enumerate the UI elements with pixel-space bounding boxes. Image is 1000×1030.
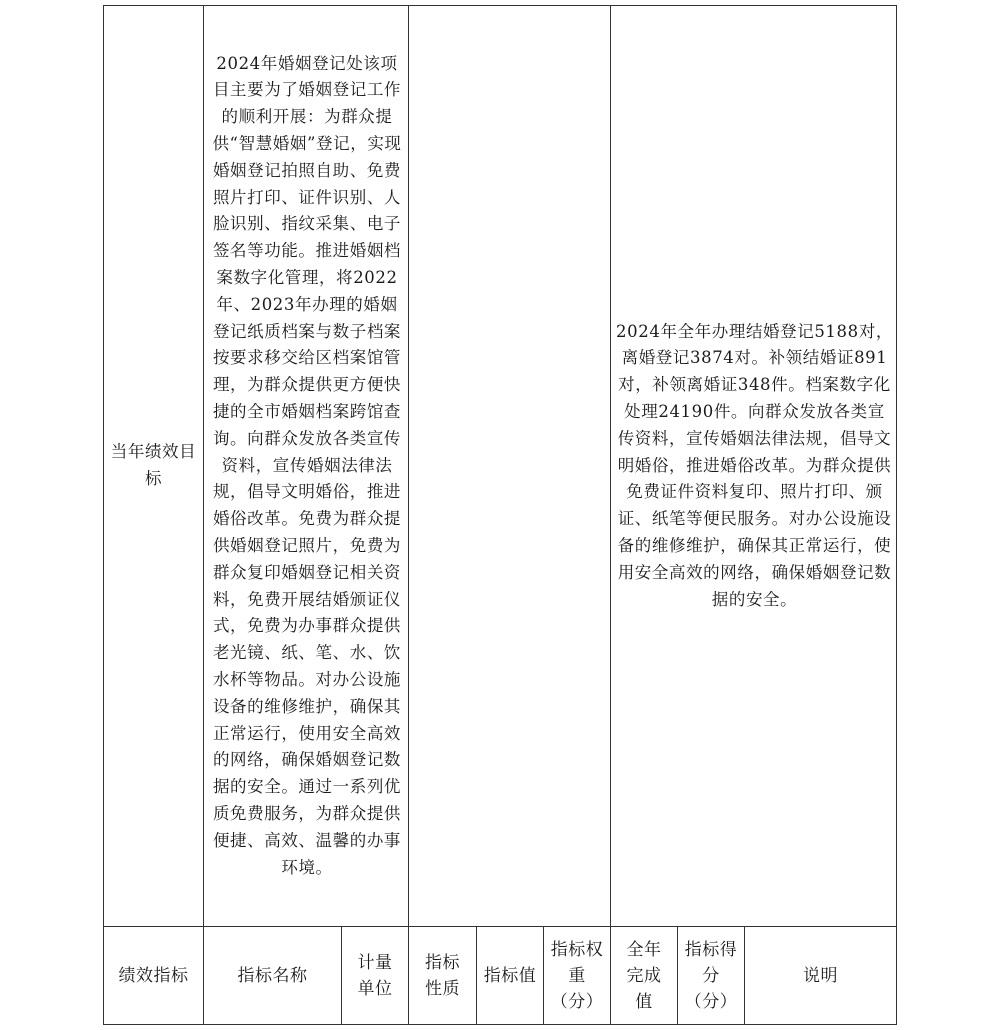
- goal-section-label: 当年绩效目标: [110, 442, 197, 488]
- col-header-nature: 指标性质: [425, 952, 460, 999]
- col-divider: [677, 926, 678, 1025]
- col-divider: [408, 5, 409, 1025]
- col-header-actual-cell: [611, 927, 677, 1024]
- indicator-section-label-cell: [104, 927, 203, 1024]
- col-header-note-cell: [745, 927, 896, 1024]
- col-header-weight-cell: [544, 927, 610, 1024]
- table-border-top: [103, 5, 897, 6]
- goal-completion-cell: [611, 6, 896, 926]
- goal-target-cell: [204, 6, 408, 926]
- col-header-value-cell: [477, 927, 543, 1024]
- goal-empty-cell: [409, 6, 610, 926]
- goal-completion-text: 2024年全年办理结婚登记5188对，离婚登记3874对。补领结婚证891对，补领离婚证348件。档案数字化处理24190件。向群众发放各类宣传资料，宣传婚姻法律法规，倡导文明婚俗，推进婚俗改革。为群众提供免费证件资料复印、照片打印、颁证、纸笔等便民服务。对办公设施设备的维修维护，确保其正常运行，使用安全高效的网络，确保婚姻登记数据的安全。: [616, 321, 893, 609]
- col-header-actual: 全年完成值: [626, 939, 662, 1012]
- col-header-weight: 指标权重（分）: [550, 939, 604, 1012]
- col-header-unit: 计量单位: [357, 952, 393, 999]
- goal-section-label-cell: [104, 6, 203, 926]
- col-divider: [543, 926, 544, 1025]
- goal-target-text: 2024年婚姻登记处该项目主要为了婚姻登记工作的顺利开展：为群众提供“智慧婚姻”登记，实现婚姻登记拍照自助、免费照片打印、证件识别、人脸识别、指纹采集、电子签名等功能。推进婚姻档案数字化管理，将2022年、2023年办理的婚姻登记纸质档案与数子档案按要求移交给区档案馆管理，为群众提供更方便快捷的全市婚姻档案跨馆查询。向群众发放各类宣传资料，宣传婚姻法律法规，倡导文明婚俗，推进婚俗改革。免费为群众提供婚姻登记照片，免费为群众复印婚姻登记相关资料，免费开展结婚颁证仪式，免费为办事群众提供老光镜、纸、笔、水、饮水杯等物品。对办公设施设备的维修维护，确保其正常运行，使用安全高效的网络，确保婚姻登记数据的安全。通过一系列优质免费服务，为群众提供便捷、高效、温馨的办事环境。: [212, 53, 402, 877]
- indicator-section-label: 绩效指标: [118, 965, 189, 986]
- col-header-note: 说明: [803, 965, 838, 986]
- col-divider: [744, 926, 745, 1025]
- table-border-left: [103, 5, 104, 1025]
- col-divider: [476, 926, 477, 1025]
- col-header-unit-cell: [342, 927, 408, 1024]
- row-divider: [103, 926, 897, 927]
- col-header-value: 指标值: [483, 965, 537, 986]
- col-divider: [341, 926, 342, 1025]
- table-border-bottom: [103, 1024, 897, 1025]
- col-header-nature-cell: [409, 927, 476, 1024]
- col-header-score: 指标得分（分）: [684, 939, 738, 1012]
- col-divider: [610, 5, 611, 1025]
- col-divider: [203, 5, 204, 1025]
- col-header-name-cell: [204, 927, 341, 1024]
- table-border-right: [896, 5, 897, 1025]
- col-header-score-cell: [678, 927, 744, 1024]
- col-header-name: 指标名称: [237, 965, 308, 986]
